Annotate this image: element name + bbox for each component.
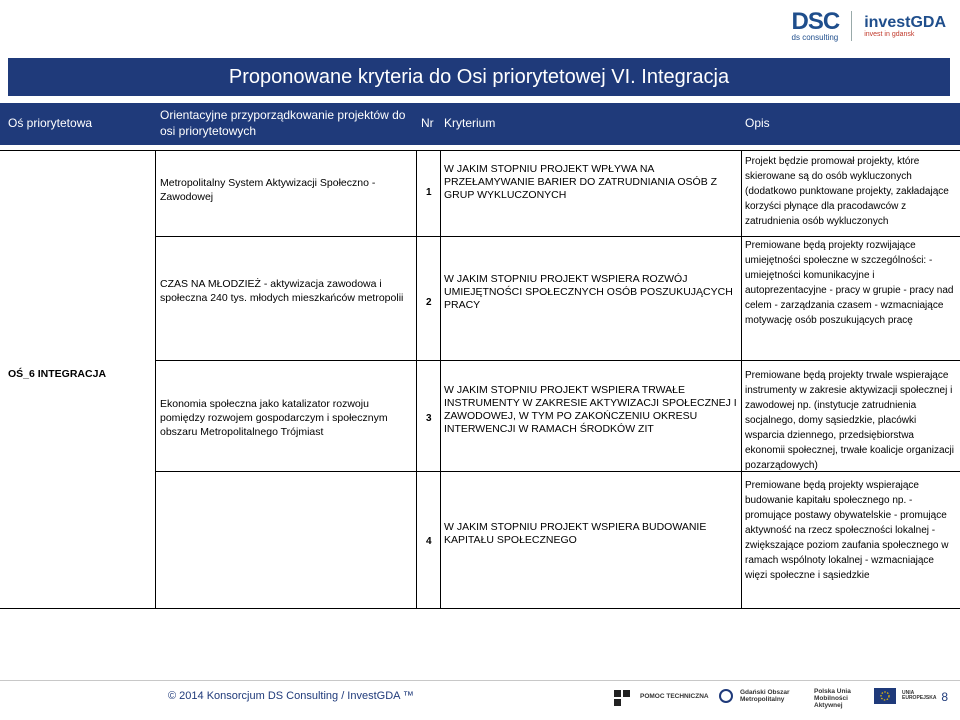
dsc-logo: DSC ds consulting — [791, 8, 840, 42]
sponsor-logo-poland: Polska Unia Mobilności Aktywnej — [814, 688, 851, 710]
grid-horizontal — [0, 608, 960, 609]
axis-label: OŚ_6 INTEGRACJA — [8, 368, 107, 380]
header-assignment: Orientacyjne przyporządkowanie projektów do osi priorytetowych — [160, 108, 406, 138]
sponsor-logo-gdansk: Gdański Obszar Metropolitalny — [718, 688, 800, 704]
header-axis: Oś priorytetowa — [8, 116, 93, 131]
table-header — [0, 103, 960, 145]
row-2-criterion: W JAKIM STOPNIU PROJEKT WSPIERA ROZWÓJ UMIEJĘTNOŚCI SPOŁECZNYCH OSÓB POSZUKUJĄCYCH PRACY — [444, 273, 733, 312]
sponsor-logo-pomoc: POMOC TECHNICZNA — [612, 688, 709, 706]
row-4-nr: 4 — [426, 536, 432, 547]
slide-title: Proponowane kryteria do Osi priorytetowej VI. Integracja — [8, 58, 950, 96]
grid-vertical — [440, 150, 441, 608]
header-nr: Nr — [421, 116, 434, 131]
header-criterion: Kryterium — [444, 116, 496, 131]
row-1-nr: 1 — [426, 187, 432, 198]
investgda-logo: investGDA invest in gdansk — [864, 13, 946, 38]
pomoc-techniczna-icon — [612, 688, 634, 706]
row-1-assignment: Metropolitalny System Aktywizacji Społeczno - Zawodowej — [160, 177, 376, 204]
copyright-text: © 2014 Konsorcjum DS Consulting / InvestGDA ™ — [168, 690, 414, 702]
grid-vertical — [741, 150, 742, 608]
logo-divider — [851, 11, 852, 41]
grid-vertical — [155, 150, 156, 608]
header-logos — [792, 8, 946, 44]
grid-vertical — [416, 150, 417, 608]
gdansk-metropolis-icon — [718, 688, 734, 704]
row-2-description: Premiowane będą projekty rozwijające umiejętności społeczne w szczególności: - umiejętności komunikacyjne i autoprezentacyjne - pracy w grupie - pracy nad celem - zarządzania czasem - wzmacniające motywację osób poszukujących pracę — [745, 240, 954, 326]
row-2-assignment: CZAS NA MŁODZIEŻ - aktywizacja zawodowa i społeczna 240 tys. młodych mieszkańców metropolii — [160, 278, 404, 305]
row-3-nr: 3 — [426, 413, 432, 424]
row-1-criterion: W JAKIM STOPNIU PROJEKT WPŁYWA NA PRZEŁAMYWANIE BARIER DO ZATRUDNIANIA OSÓB Z GRUP WYKLUCZONYCH — [444, 163, 718, 202]
grid-horizontal — [155, 360, 960, 361]
row-3-assignment: Ekonomia społeczna jako katalizator rozwoju pomiędzy rozwojem gospodarczym i społecznym obszaru Metropolitalnego Trójmiast — [160, 398, 388, 439]
page-number: 8 — [941, 690, 948, 704]
header-description: Opis — [745, 116, 770, 131]
footer-divider — [0, 680, 960, 681]
row-4-description: Premiowane będą projekty wspierające budowanie kapitału społecznego np. - promujące postawy obywatelskie - promujące aktywność na rzecz społeczności lokalnej - zwiększające poziom zaufania społecznego w ramach wspólnoty lokalnej - wzmacniające więzi społeczne i sąsiedzkie — [745, 480, 949, 581]
row-1-description: Projekt będzie promował projekty, które skierowane są do osób wykluczonych (dodatkowo punktowane projekty, zakładające korzyści płynące dla pracodawców z zatrudnienia osób wykluczonych — [745, 156, 949, 227]
row-2-nr: 2 — [426, 297, 432, 308]
grid-horizontal — [0, 150, 960, 151]
sponsor-logo-eu: UNIA EUROPEJSKA — [874, 688, 942, 704]
row-4-criterion: W JAKIM STOPNIU PROJEKT WSPIERA BUDOWANIE KAPITAŁU SPOŁECZNEGO — [444, 521, 707, 547]
row-3-description: Premiowane będą projekty trwale wspierające instrumenty w zakresie aktywizacji społecznej i zawodowej np. (instytucje zatrudnienia socjalnego, domy sąsiedzkie, placówki wsparcia dziennego, przedsiębiorstwa ekonomii społecznej, trwałe koalicje organizacji pozarządowych) — [745, 370, 954, 471]
row-3-criterion: W JAKIM STOPNIU PROJEKT WSPIERA TRWAŁE INSTRUMENTY W ZAKRESIE AKTYWIZACJI SPOŁECZNEJ I ZAWODOWEJ, W TYM PO ZAKOŃCZENIU OKRESU INTERWENCJI W RAMACH ŚRODKÓW ZIT — [444, 384, 737, 436]
eu-flag-icon — [874, 688, 896, 704]
grid-horizontal — [155, 236, 960, 237]
